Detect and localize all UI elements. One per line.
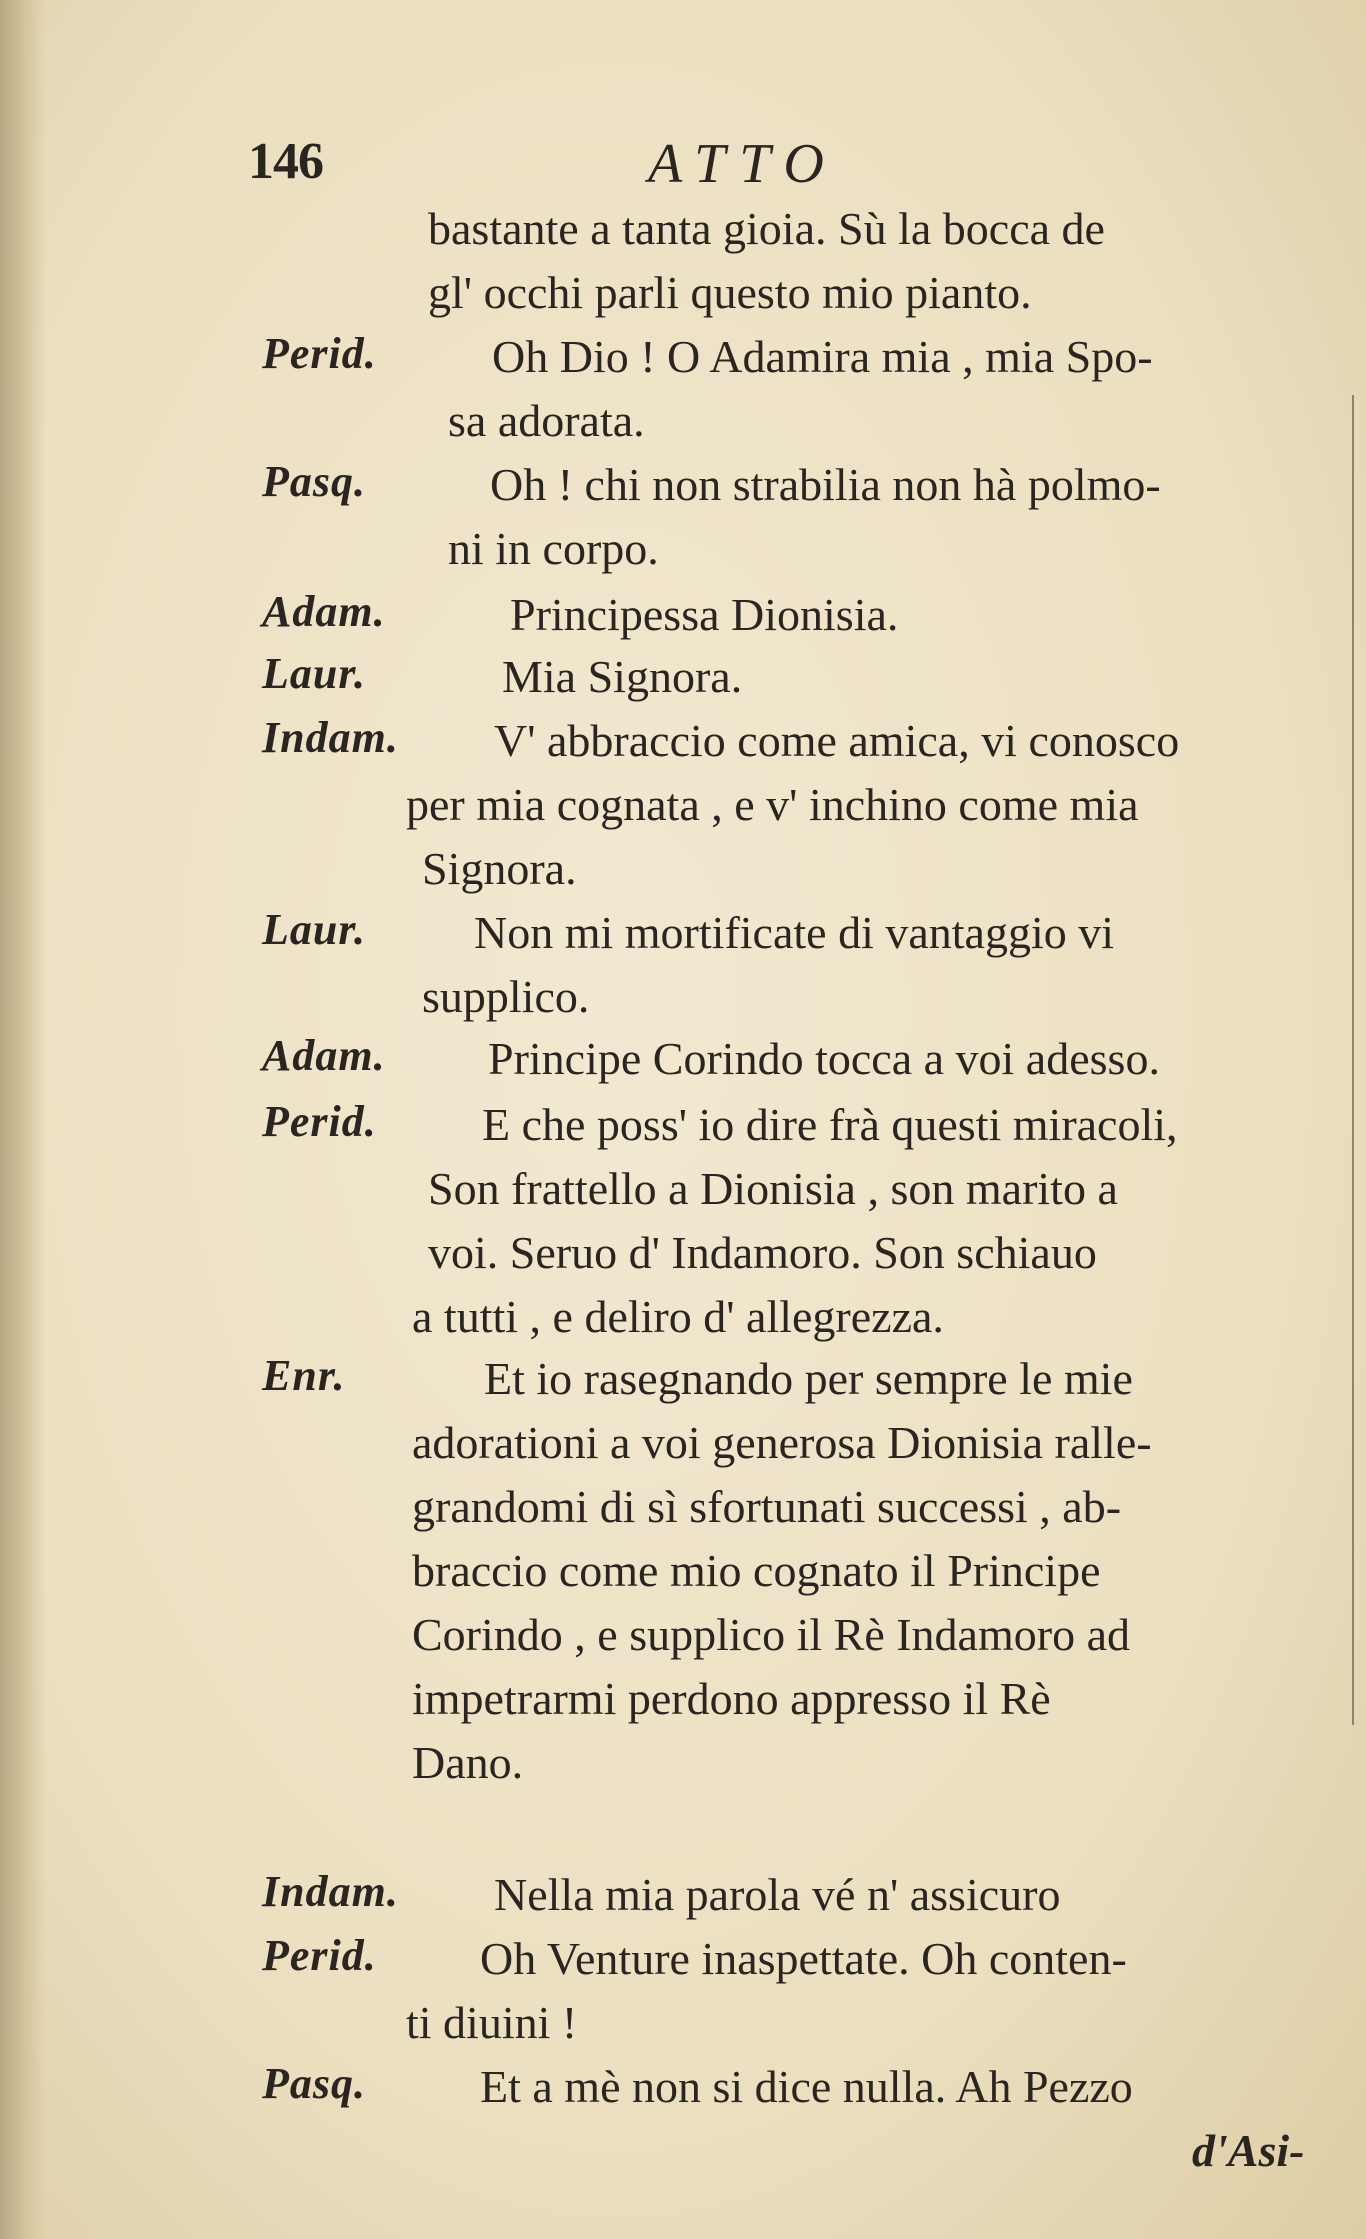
dialogue-line: impetrarmi perdono appresso il Rè bbox=[412, 1673, 1051, 1724]
dialogue-line: Et io rasegnando per sempre le mie bbox=[484, 1353, 1133, 1404]
dialogue-entry bbox=[262, 712, 1352, 894]
dialogue-entry bbox=[262, 1350, 1352, 1788]
speaker-name: Adam. bbox=[262, 1031, 386, 1080]
speaker-name: Perid. bbox=[262, 1931, 377, 1980]
dialogue-line: supplico. bbox=[422, 971, 590, 1022]
speaker-name: Indam. bbox=[262, 713, 399, 762]
dialogue-entry bbox=[262, 1930, 1352, 2050]
dialogue-line: Principessa Dionisia. bbox=[510, 589, 899, 640]
speaker-name: Perid. bbox=[262, 329, 377, 378]
dialogue-line: voi. Seruo d' Indamoro. Son schiauo bbox=[428, 1227, 1097, 1278]
dialogue-line: Oh ! chi non strabilia non hà polmo- bbox=[490, 459, 1161, 510]
page-number: 146 bbox=[248, 133, 323, 190]
dialogue-line: Mia Signora. bbox=[502, 651, 743, 702]
speaker-name: Laur. bbox=[262, 649, 367, 698]
speaker-name: Adam. bbox=[262, 587, 386, 636]
dialogue-line: per mia cognata , e v' inchino come mia bbox=[406, 779, 1139, 830]
dialogue-line: a tutti , e deliro d' allegrezza. bbox=[412, 1291, 944, 1342]
dialogue-line: Nella mia parola vé n' assicuro bbox=[494, 1869, 1061, 1920]
dialogue-entry bbox=[262, 1096, 1352, 1342]
speaker-name: Enr. bbox=[262, 1351, 346, 1400]
dialogue-line: Dano. bbox=[412, 1737, 524, 1788]
dialogue-entry bbox=[262, 456, 1352, 576]
dialogue-line: Oh Dio ! O Adamira mia , mia Spo- bbox=[492, 331, 1153, 382]
dialogue-line: Oh Venture inaspettate. Oh conten- bbox=[480, 1933, 1127, 1984]
dialogue-line: Et a mè non si dice nulla. Ah Pezzo bbox=[480, 2061, 1133, 2112]
dialogue-entry bbox=[262, 200, 1352, 320]
catchword: d'Asi- bbox=[1192, 2125, 1305, 2176]
dialogue-line: adorationi a voi generosa Dionisia ralle- bbox=[412, 1417, 1152, 1468]
dialogue-line: V' abbraccio come amica, vi conosco bbox=[494, 715, 1180, 766]
speaker-name: Indam. bbox=[262, 1867, 399, 1916]
speaker-name: Laur. bbox=[262, 905, 367, 954]
speaker-name: Perid. bbox=[262, 1097, 377, 1146]
page-gutter-shadow bbox=[0, 0, 46, 2239]
speaker-name: Pasq. bbox=[262, 2059, 366, 2108]
dialogue-entry bbox=[262, 904, 1352, 1024]
dialogue-line: Principe Corindo tocca a voi adesso. bbox=[488, 1033, 1160, 1084]
dialogue-line: gl' occhi parli questo mio pianto. bbox=[428, 267, 1032, 318]
dialogue-line: sa adorata. bbox=[448, 395, 645, 446]
dialogue-line: ti diuini ! bbox=[406, 1997, 578, 2048]
speaker-name: Pasq. bbox=[262, 457, 366, 506]
right-margin-rule bbox=[1352, 395, 1354, 1725]
dialogue-line: E che poss' io dire frà questi miracoli, bbox=[482, 1099, 1178, 1150]
dialogue-line: Signora. bbox=[422, 843, 577, 894]
dialogue-entry bbox=[262, 2058, 1352, 2178]
dialogue-line: Corindo , e supplico il Rè Indamoro ad bbox=[412, 1609, 1130, 1660]
dialogue-line: bastante a tanta gioia. Sù la bocca de bbox=[428, 203, 1105, 254]
page-header bbox=[248, 132, 1008, 202]
dialogue-line: braccio come mio cognato il Principe bbox=[412, 1545, 1101, 1596]
dialogue-line: Non mi mortificate di vantaggio vi bbox=[474, 907, 1115, 958]
dialogue-line: ni in corpo. bbox=[448, 523, 659, 574]
dialogue-line: grandomi di sì sfortunati successi , ab- bbox=[412, 1481, 1122, 1532]
running-head: ATTO bbox=[648, 133, 838, 195]
dialogue-line: Son frattello a Dionisia , son marito a bbox=[428, 1163, 1118, 1214]
dialogue-entry bbox=[262, 328, 1352, 448]
